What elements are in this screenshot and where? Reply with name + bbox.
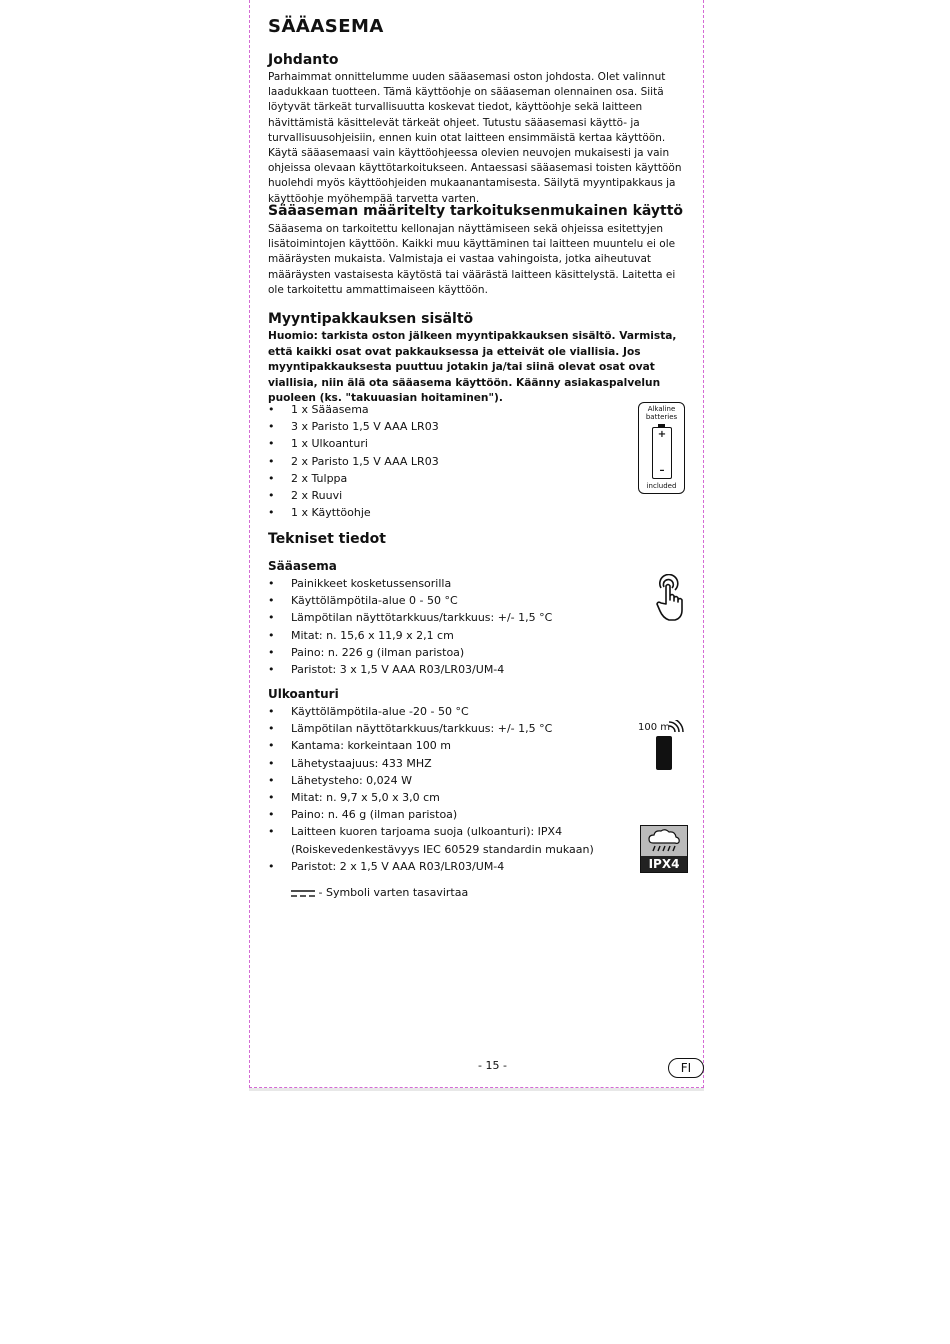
package-list	[268, 401, 688, 521]
battery-label-bottom: included	[646, 482, 677, 490]
list-item: • Lähetysteho: 0,024 W	[268, 772, 688, 789]
batteries-included-icon	[638, 402, 685, 494]
list-item: • 2 x Paristo 1,5 V AAA LR03	[268, 453, 688, 470]
list-item: • Mitat: n. 15,6 x 11,9 x 2,1 cm	[268, 627, 688, 644]
intro-text: Parhaimmat onnittelumme uuden sääasemasi oston johdosta. Olet valinnut laadukkaan tuotteen. Tämä käyttöohje on sääaseman olennainen osa. Siitä löytyvät tärkeät turvallisuutta koskevat tiedot, käyttöohje sekä laitteen hävittämistä käsittelevät tärkeät ohjeet. Tutustu sääasemasi käyttö- ja turvallisuusohjeisiin, ennen kuin otat laitteen ensimmäistä kertaa käyttöön. Käytä sääasemaasi vain käyttöohjeessa olevien neuvojen mukaisesti ja vain ohjeissa olevaan käyttötarkoitukseen. Antaessasi sääasemasi toisten käyttöön huolehdi myös käyttöohjeiden mukaanantamisesta. Säilytä myyntipakkaus ja käyttöohje myöhempää tarvetta varten.	[268, 71, 682, 205]
list-item: • Paristot: 3 x 1,5 V AAA R03/LR03/UM-4	[268, 661, 688, 678]
ipx4-icon	[640, 825, 688, 873]
direct-current-icon	[291, 888, 315, 898]
page-shadow	[249, 1088, 704, 1091]
list-item: • Paino: n. 46 g (ilman paristoa)	[268, 806, 688, 823]
battery-plus: +	[657, 429, 667, 440]
list-item: • Kantama: korkeintaan 100 m	[268, 737, 688, 754]
list-item: • Paristot: 2 x 1,5 V AAA R03/LR03/UM-4	[268, 858, 688, 875]
tech-heading: Tekniset tiedot	[268, 531, 386, 547]
page-number: - 15 -	[478, 1059, 507, 1072]
transmission-range-icon	[638, 720, 688, 772]
list-item: • Painikkeet kosketussensorilla	[268, 575, 688, 592]
ipx4-label: IPX4	[648, 857, 680, 871]
rain-cloud-icon	[647, 829, 681, 855]
list-item: • Laitteen kuoren tarjoama suoja (ulkoanturi): IPX4 (Roiskevedenkestävyys IEC 60529 standardin mukaan)	[268, 823, 688, 857]
dc-symbol-line	[291, 886, 468, 899]
battery-terminal	[658, 424, 665, 427]
language-badge: FI	[668, 1058, 704, 1078]
package-notice: Huomio: tarkista oston jälkeen myyntipakkauksen sisältö. Varmista, että kaikki osat ovat pakkauksessa ja etteivät ole viallisia. Jos myyntipakkauksesta puuttuu jotakin ja/tai siinä olevat osat ovat viallisia, niin älä ota sääasema käyttöön. Käänny asiakaspalvelun puoleen (ks. "takuuasian hoitaminen").	[268, 330, 677, 405]
station-heading: Sääasema	[268, 559, 337, 573]
list-item: • Käyttölämpötila-alue 0 - 50 °C	[268, 592, 688, 609]
sensor-device-icon	[656, 736, 672, 770]
sensor-specs-list	[268, 703, 688, 875]
list-item: • 3 x Paristo 1,5 V AAA LR03	[268, 418, 688, 435]
list-item: • Käyttölämpötila-alue -20 - 50 °C	[268, 703, 688, 720]
list-item: • 2 x Ruuvi	[268, 487, 688, 504]
list-item: • Lämpötilan näyttötarkkuus/tarkkuus: +/- 1,5 °C	[268, 609, 688, 626]
purpose-heading: Sääaseman määritelty tarkoituksenmukainen käyttö	[268, 203, 684, 219]
package-heading: Myyntipakkauksen sisältö	[268, 311, 474, 327]
page-title: SÄÄASEMA	[268, 16, 384, 37]
range-label: 100 m	[638, 722, 671, 733]
list-item: • 1 x Sääasema	[268, 401, 688, 418]
list-item: • Lämpötilan näyttötarkkuus/tarkkuus: +/- 1,5 °C	[268, 720, 688, 737]
list-item: • 1 x Ulkoanturi	[268, 435, 688, 452]
battery-minus: –	[659, 465, 665, 476]
battery-label-top: Alkaline batteries	[645, 405, 678, 421]
sensor-heading: Ulkoanturi	[268, 687, 339, 701]
intro-heading: Johdanto	[268, 52, 339, 68]
purpose-text: Sääasema on tarkoitettu kellonajan näyttämiseen sekä ohjeissa esitettyjen lisätoimintojen käyttöön. Kaikki muu käyttäminen tai laitteen muuntelu ei ole määräysten mukaista. Valmistaja ei vastaa vahingoista, jotka aiheutuvat määräysten vastaisesta käytöstä tai väärästä laitteen käsittelystä. Laitetta ei ole tarkoitettu ammattimaiseen käyttöön.	[268, 223, 676, 296]
list-item: • Paino: n. 226 g (ilman paristoa)	[268, 644, 688, 661]
list-item: • Mitat: n. 9,7 x 5,0 x 3,0 cm	[268, 789, 688, 806]
list-item: • 1 x Käyttöohje	[268, 504, 688, 521]
battery-icon	[652, 427, 672, 479]
station-specs-list	[268, 575, 688, 678]
list-item: • Lähetystaajuus: 433 MHZ	[268, 755, 688, 772]
touch-hand-icon	[651, 574, 689, 622]
manual-page	[249, 0, 704, 1088]
dc-symbol-text: - Symboli varten tasavirtaa	[318, 886, 469, 899]
list-item: • 2 x Tulppa	[268, 470, 688, 487]
